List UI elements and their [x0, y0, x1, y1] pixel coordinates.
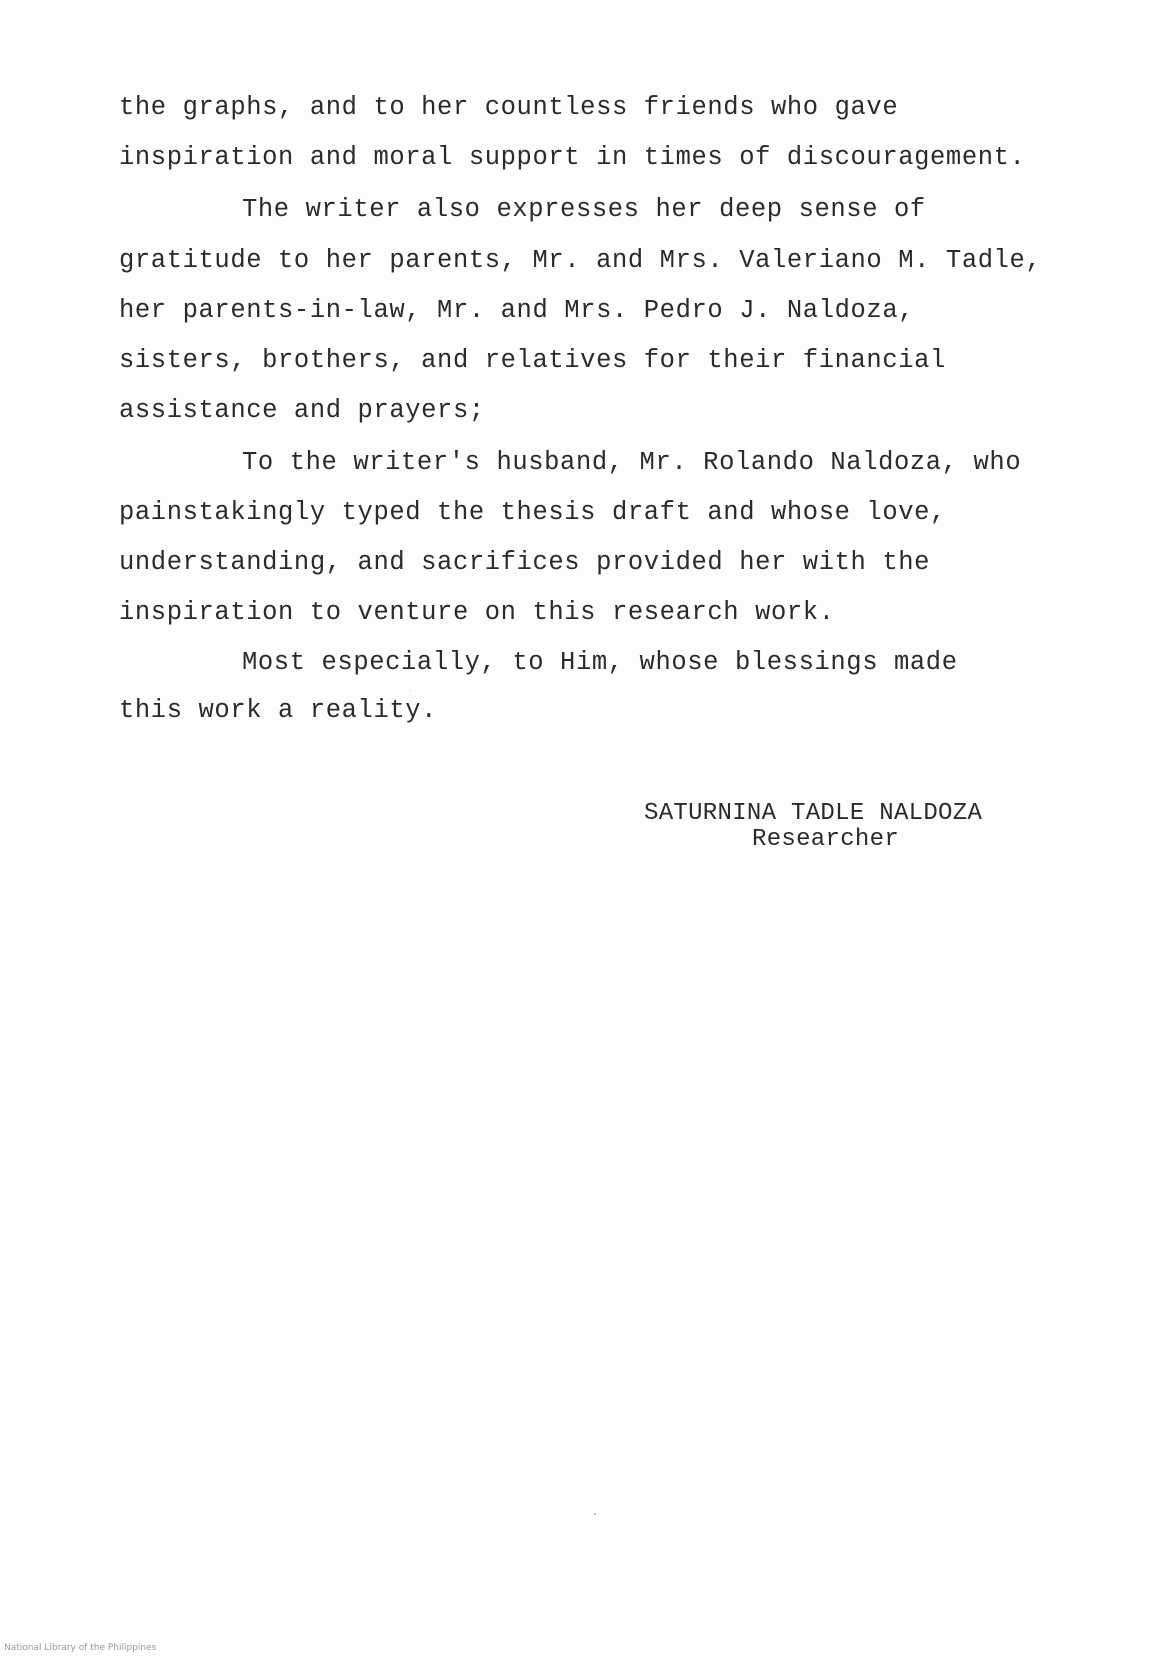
text-line: inspiration to venture on this research work. — [119, 598, 835, 627]
text-line: understanding, and sacrifices provided her with the — [119, 548, 931, 577]
text-line: her parents-in-law, Mr. and Mrs. Pedro J. Naldoza, — [119, 296, 915, 325]
text-line: The writer also expresses her deep sense of — [242, 195, 926, 224]
signature-name: SATURNINA TADLE NALDOZA — [644, 800, 983, 827]
text-line: inspiration and moral support in times of discouragement. — [119, 143, 1026, 172]
text-line: the graphs, and to her countless friends who gave — [119, 93, 899, 122]
text-line: To the writer's husband, Mr. Rolando Naldoza, who — [242, 448, 1022, 477]
footer-watermark: National Library of the Philippines — [4, 1643, 157, 1653]
signature-role: Researcher — [752, 826, 900, 853]
scan-speck — [410, 690, 411, 691]
text-line: this work a reality. — [119, 696, 438, 725]
text-line: Most especially, to Him, whose blessings made — [242, 648, 958, 677]
text-line: assistance and prayers; — [119, 396, 485, 425]
text-line: sisters, brothers, and relatives for their financial — [119, 346, 946, 375]
text-line: gratitude to her parents, Mr. and Mrs. Valeriano M. Tadle, — [119, 246, 1042, 275]
scan-speck — [594, 1513, 596, 1515]
text-line: painstakingly typed the thesis draft and whose love, — [119, 498, 946, 527]
